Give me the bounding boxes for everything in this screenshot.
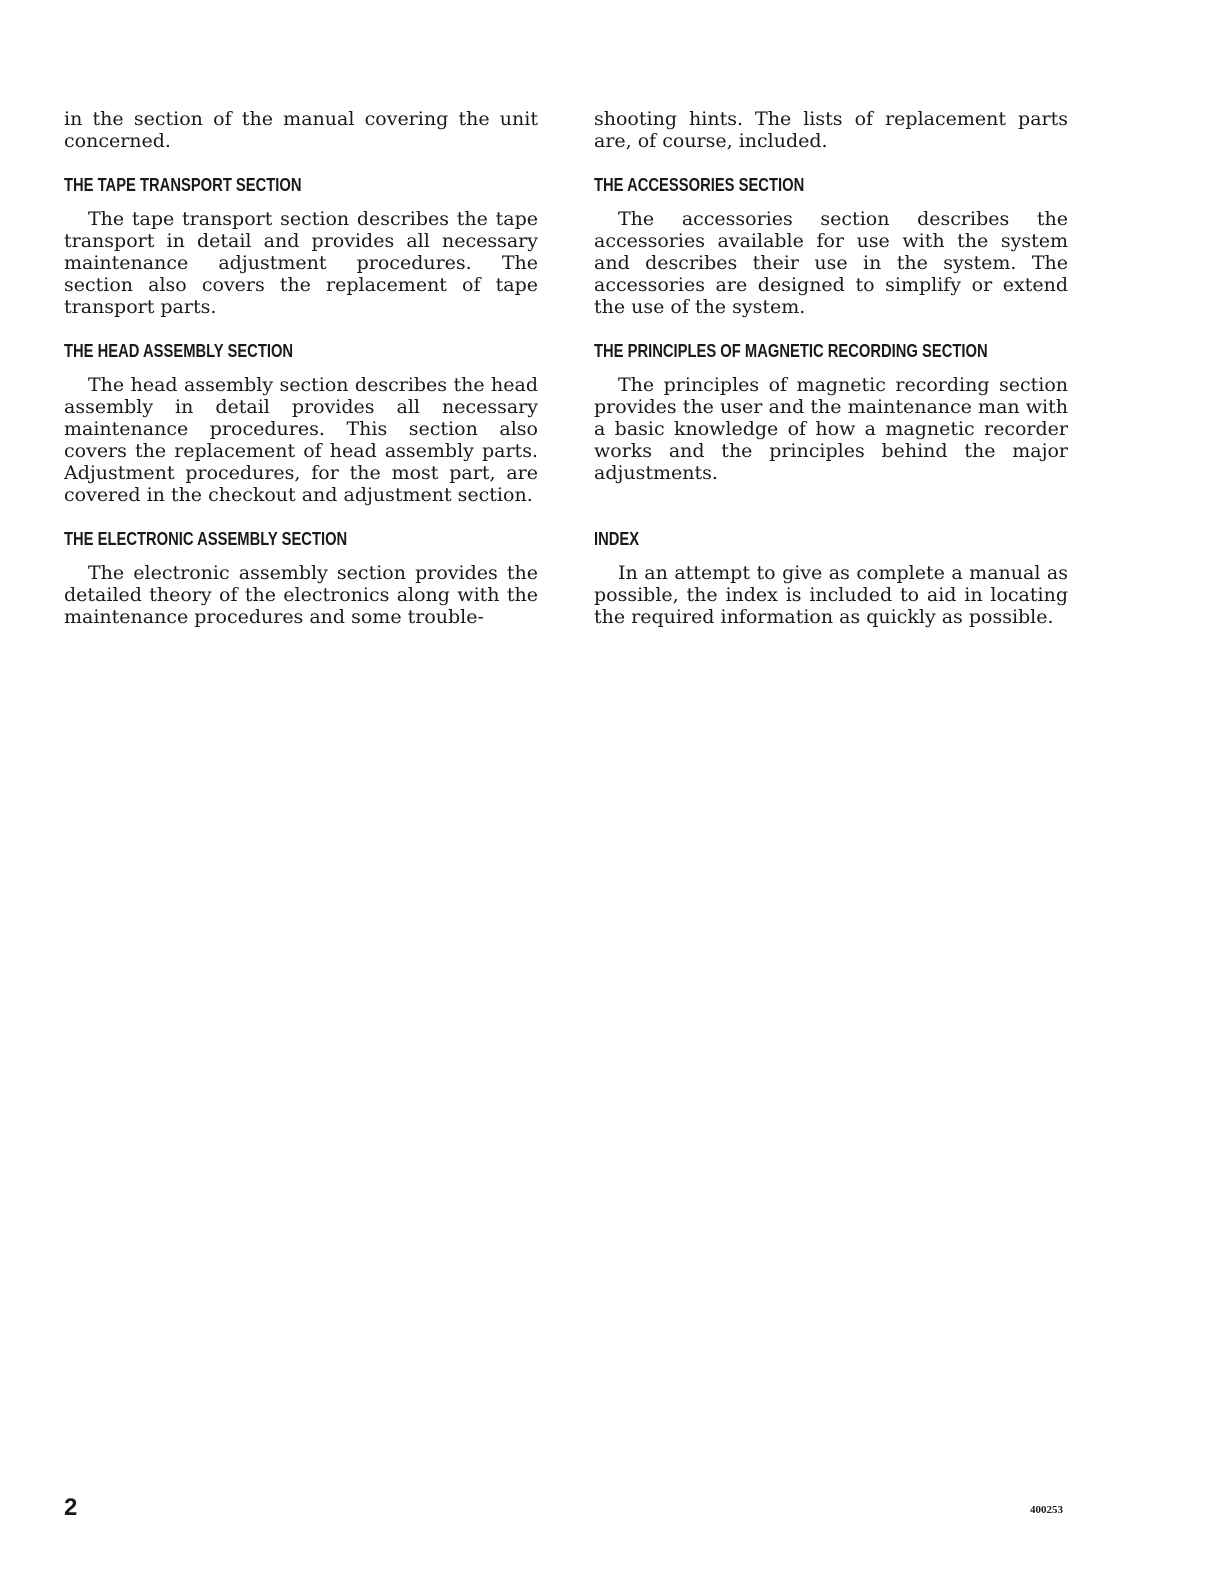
heading-principles-magnetic-recording: THE PRINCIPLES OF MAGNETIC RECORDING SECTION: [594, 341, 988, 361]
body-tape-transport: The tape transport section describes the tape transport in detail and provides all necessary maintenance adjustment procedures. The section also covers the replacement of tape transport parts.: [64, 208, 538, 318]
right-column: [594, 108, 1068, 628]
left-intro-paragraph: in the section of the manual covering the unit concerned.: [64, 108, 538, 152]
heading-head-assembly: THE HEAD ASSEMBLY SECTION: [64, 341, 294, 361]
body-principles-magnetic-recording: The principles of magnetic recording section provides the user and the maintenance man with a basic knowledge of how a magnetic recorder works and the principles behind the major adjustments.: [594, 374, 1068, 484]
page-number: 2: [64, 1494, 78, 1521]
heading-electronic-assembly: THE ELECTRONIC ASSEMBLY SECTION: [64, 529, 348, 549]
heading-tape-transport: THE TAPE TRANSPORT SECTION: [64, 175, 302, 195]
document-code: 400253: [1030, 1504, 1063, 1516]
body-head-assembly: The head assembly section describes the head assembly in detail provides all necessary maintenance procedures. This section also covers the replacement of head assembly parts. Adjustment procedures, for the most part, are covered in the checkout and adjustment section.: [64, 374, 538, 506]
heading-index: INDEX: [594, 529, 640, 549]
left-column: [64, 108, 538, 628]
body-electronic-assembly: The electronic assembly section provides the detailed theory of the electronics along with the maintenance procedures and some trouble-: [64, 562, 538, 628]
body-accessories: The accessories section describes the accessories available for use with the system and describes their use in the system. The accessories are designed to simplify or extend the use of the system.: [594, 208, 1068, 318]
heading-accessories: THE ACCESSORIES SECTION: [594, 175, 805, 195]
right-intro-paragraph: shooting hints. The lists of replacement parts are, of course, included.: [594, 108, 1068, 152]
body-index: In an attempt to give as complete a manual as possible, the index is included to aid in locating the required information as quickly as possible.: [594, 562, 1068, 628]
